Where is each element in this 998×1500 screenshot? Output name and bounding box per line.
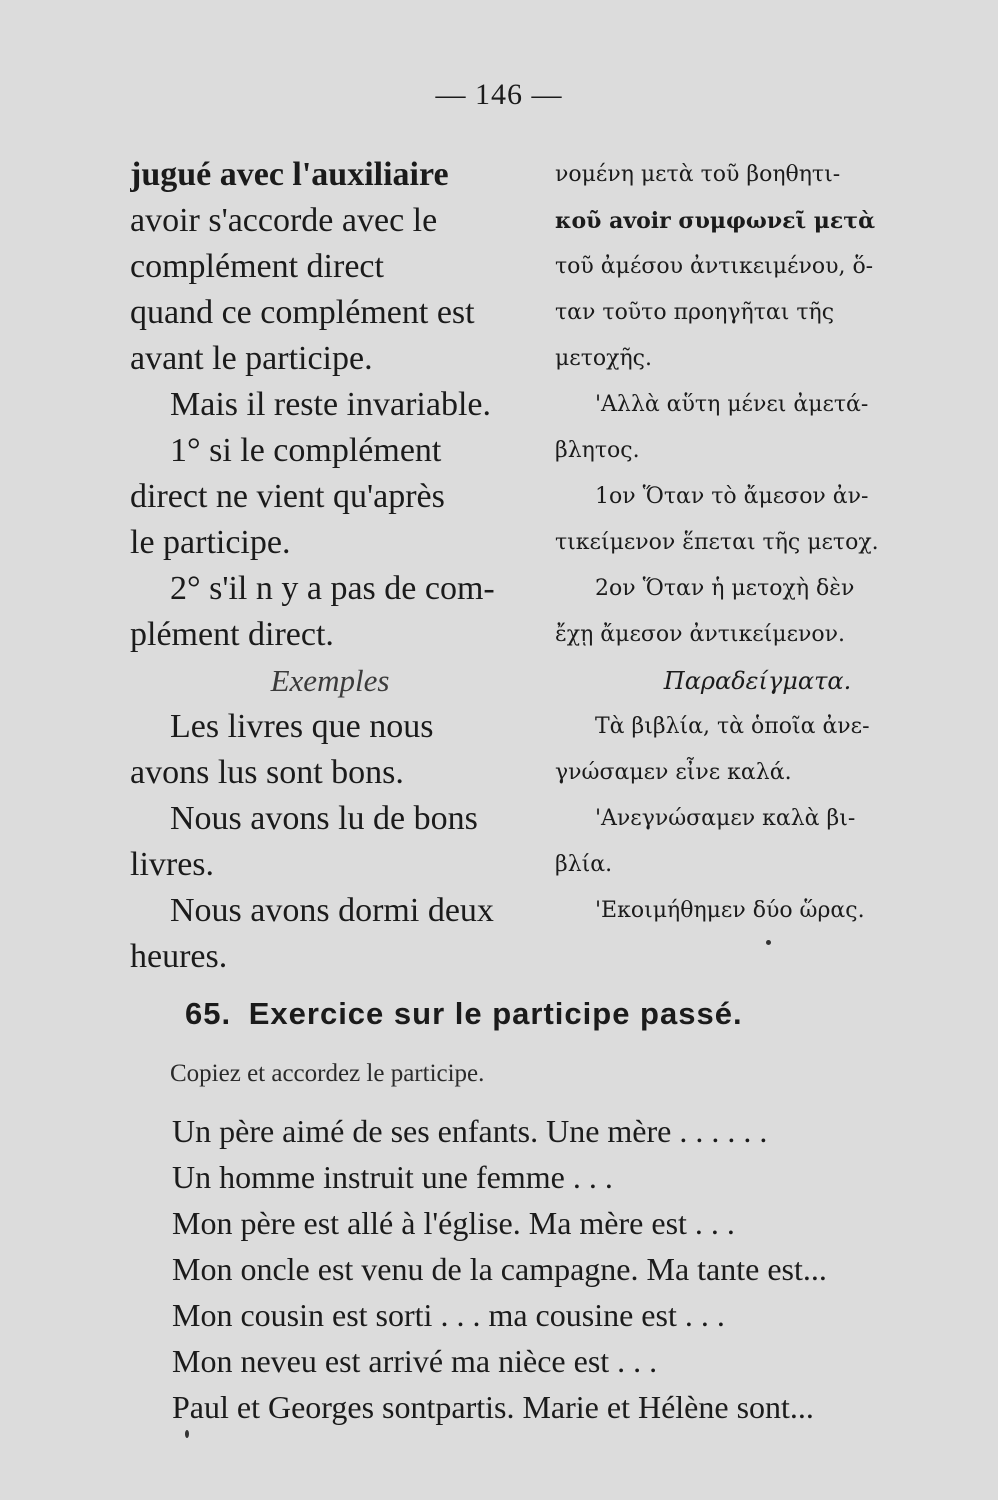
gr-heading-examples: Παραδείγματα.	[663, 667, 852, 695]
gr-line: 'Ανεγνώσαμεν καλὰ βι-	[595, 806, 856, 831]
fr-line: quand ce complément est	[130, 294, 475, 331]
exercise-number: 65.	[185, 996, 232, 1031]
french-column	[130, 152, 530, 980]
fr-line: avoir s'accorde avec le	[130, 202, 438, 239]
gr-line: 'Αλλὰ αὕτη μένει ἀμετά-	[595, 392, 869, 417]
fr-line: 1° si le complément	[170, 432, 442, 469]
gr-line: τοῦ ἀμέσου ἀντικειμένου, ὅ-	[555, 254, 874, 279]
fr-line: heures.	[130, 938, 228, 975]
exercise-line: Mon cousin est sorti . . . ma cousine est . . .	[172, 1297, 725, 1333]
fr-line: livres.	[130, 846, 215, 883]
gr-line: τικείμενον ἕπεται τῆς μετοχ.	[555, 530, 879, 555]
gr-line: βλία.	[555, 852, 613, 877]
fr-line: le participe.	[130, 524, 291, 561]
gr-line: ταν τοῦτο προηγῆται τῆς	[555, 300, 835, 325]
ink-speck	[766, 940, 771, 945]
greek-column	[555, 152, 960, 934]
fr-line: Nous avons lu de bons	[170, 800, 478, 837]
fr-line: direct ne vient qu'après	[130, 478, 445, 515]
gr-line: 2ον Ὅταν ἡ μετοχὴ δὲν	[595, 576, 855, 601]
fr-line: plément direct.	[130, 616, 334, 653]
exercise-lines	[172, 1108, 962, 1430]
page-number: — 146 —	[435, 78, 563, 111]
gr-line: 'Εκοιμήθημεν δύο ὥρας.	[595, 898, 865, 923]
gr-line: μετοχῆς.	[555, 346, 652, 371]
fr-line: avant le participe.	[130, 340, 373, 377]
exercise-line: Mon neveu est arrivé ma nièce est . . .	[172, 1343, 658, 1379]
fr-line: Mais il reste invariable.	[170, 386, 492, 423]
gr-line: Τὰ βιβλία, τὰ ὁποῖα ἀνε-	[595, 714, 870, 739]
fr-line: jugué avec l'auxiliaire	[130, 156, 449, 193]
fr-line: complément direct	[130, 248, 384, 285]
gr-line: βλητος.	[555, 438, 640, 463]
gr-line: νομένη μετὰ τοῦ βοηθητι-	[555, 162, 841, 187]
gr-line: κοῦ avoir συμφωνεῖ μετὰ	[555, 208, 875, 234]
exercise-heading	[185, 996, 945, 1032]
exercise-line: Mon père est allé à l'église. Ma mère est . . .	[172, 1205, 735, 1241]
gr-line: 1ον Ὅταν τὸ ἄμεσον ἀν-	[595, 484, 869, 509]
gr-line: γνώσαμεν εἶνε καλά.	[555, 760, 792, 785]
fr-line: 2° s'il n y a pas de com-	[170, 570, 495, 607]
fr-heading-examples: Exemples	[270, 663, 390, 698]
exercise-line: Paul et Georges sontpartis. Marie et Hélène sont...	[172, 1389, 814, 1425]
exercise-title: Exercice sur le participe passé.	[248, 996, 743, 1031]
ink-speck	[185, 1430, 189, 1438]
exercise-line: Un homme instruit une femme . . .	[172, 1159, 613, 1195]
exercise-instruction: Copiez et accordez le participe.	[170, 1060, 485, 1087]
exercise-line: Mon oncle est venu de la campagne. Ma tante est...	[172, 1251, 827, 1287]
exercise-line: Un père aimé de ses enfants. Une mère . . . . . .	[172, 1113, 768, 1149]
fr-line: Les livres que nous	[170, 708, 434, 745]
fr-line: Nous avons dormi deux	[170, 892, 494, 929]
gr-line: ἔχῃ ἄμεσον ἀντικείμενον.	[555, 622, 845, 647]
fr-line: avons lus sont bons.	[130, 754, 404, 791]
